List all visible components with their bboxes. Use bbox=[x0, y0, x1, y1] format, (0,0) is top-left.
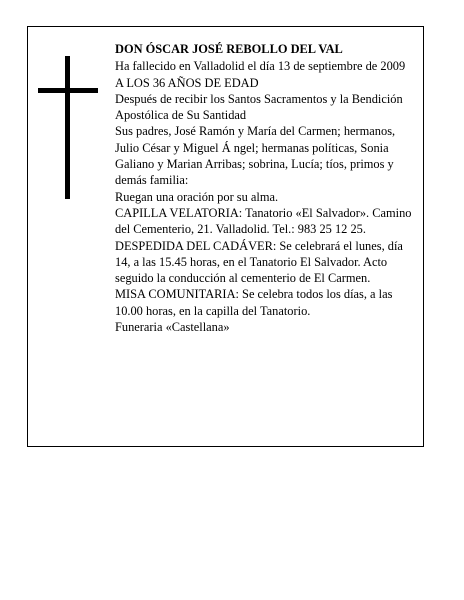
cross-icon bbox=[38, 56, 98, 199]
sacraments-note: Después de recibir los Santos Sacramentos y la Bendición Apostólica de Su Santidad bbox=[115, 91, 403, 123]
chapel-info: CAPILLA VELATORIA: Tanatorio «El Salvador». Camino del Cementerio, 21. Valladolid. Tel.: 983 25 12 25. bbox=[115, 205, 412, 237]
farewell-info: DESPEDIDA DEL CADÁVER: Se celebrará el lunes, día 14, a las 15.45 horas, en el Tanatorio El Salvador. Acto seguido la conducción al cementerio de El Carmen. bbox=[115, 238, 403, 286]
deceased-name: DON ÓSCAR JOSÉ REBOLLO DEL VAL bbox=[115, 42, 343, 56]
mass-info: MISA COMUNITARIA: Se celebra todos los días, a las 10.00 horas, en la capilla del Tanatorio. bbox=[115, 287, 393, 318]
notice-text bbox=[115, 41, 415, 335]
prayer-request: Ruegan una oración por su alma. bbox=[115, 189, 279, 204]
cross-horizontal-bar bbox=[38, 88, 98, 93]
cross-vertical-bar bbox=[65, 56, 70, 199]
obituary-notice bbox=[27, 26, 424, 447]
family-members: Sus padres, José Ramón y María del Carmen; hermanos, Julio César y Miguel Á ngel; hermanas políticas, Sonia Galiano y Marian Arribas; sobrina, Lucía; tíos, primos y demás familia: bbox=[115, 124, 396, 188]
funeral-home: Funeraria «Castellana» bbox=[115, 320, 230, 335]
age-at-death: A LOS 36 AÑOS DE EDAD bbox=[115, 75, 259, 90]
death-announcement: Ha fallecido en Valladolid el día 13 de septiembre de 2009 bbox=[115, 59, 406, 74]
